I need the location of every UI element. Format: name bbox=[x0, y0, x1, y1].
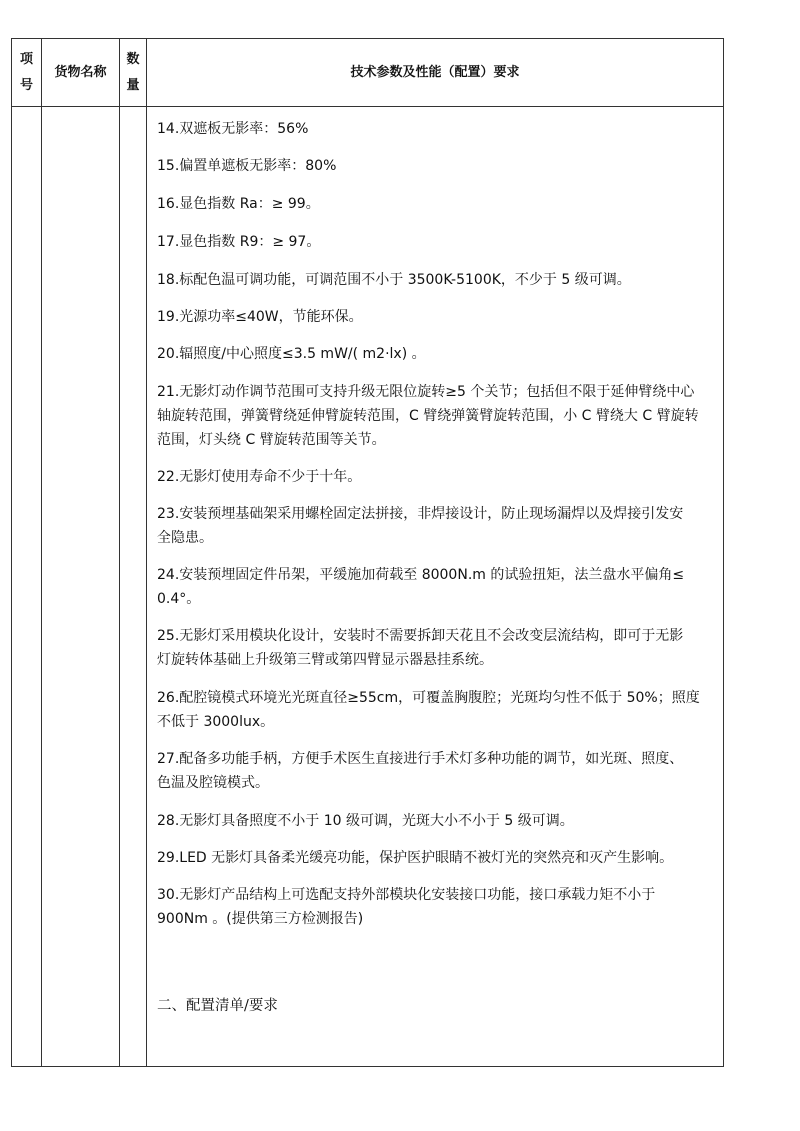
requirement-line: 全隐患。 bbox=[157, 530, 213, 546]
requirement-line: 24.安装预埋固定件吊架，平缓施加荷载至 8000N.m 的试验扭矩，法兰盘水平偏角≤ bbox=[157, 567, 685, 583]
requirement-item bbox=[157, 846, 723, 870]
requirement-line: 14.双遮板无影率：56% bbox=[157, 121, 309, 137]
requirement-item bbox=[157, 192, 723, 216]
header-quantity-label: 数 量 bbox=[126, 51, 140, 93]
requirement-line: 17.显色指数 R9：≥ 97。 bbox=[157, 234, 321, 250]
requirement-item bbox=[157, 380, 723, 452]
requirement-line: 28.无影灯具备照度不小于 10 级可调，光斑大小不小于 5 级可调。 bbox=[157, 813, 574, 829]
requirement-item bbox=[157, 502, 723, 550]
requirement-line: 16.显色指数 Ra：≥ 99。 bbox=[157, 196, 320, 212]
requirement-line: 19.光源功率≤40W，节能环保。 bbox=[157, 309, 363, 325]
header-item-no-label: 项 号 bbox=[19, 51, 33, 93]
requirement-line: 22.无影灯使用寿命不少于十年。 bbox=[157, 469, 362, 485]
requirement-item bbox=[157, 230, 723, 254]
requirement-item bbox=[157, 154, 723, 178]
table-body-row bbox=[12, 107, 724, 1067]
requirement-item bbox=[157, 305, 723, 329]
requirement-line: 20.辐照度/中心照度≤3.5 mW/( m2·lx) 。 bbox=[157, 346, 426, 362]
requirement-item bbox=[157, 268, 723, 292]
header-item-no bbox=[12, 39, 42, 107]
requirement-item bbox=[157, 465, 723, 489]
requirement-item bbox=[157, 563, 723, 611]
cell-item-no bbox=[12, 107, 42, 1067]
requirement-line: 27.配备多功能手柄，方便手术医生直接进行手术灯多种功能的调节，如光斑、照度、 bbox=[157, 751, 684, 767]
requirement-line: 29.LED 无影灯具备柔光缓亮功能，保护医护眼睛不被灯光的突然亮和灭产生影响。 bbox=[157, 850, 674, 866]
section-heading: 二、配置清单/要求 bbox=[157, 998, 278, 1014]
header-goods-name-label: 货物名称 bbox=[54, 64, 107, 80]
cell-requirements bbox=[147, 107, 724, 1067]
requirement-item bbox=[157, 686, 723, 734]
header-goods-name bbox=[42, 39, 120, 107]
requirement-line: 15.偏置单遮板无影率：80% bbox=[157, 158, 337, 174]
header-quantity bbox=[120, 39, 147, 107]
requirement-item bbox=[157, 342, 723, 366]
requirement-line: 灯旋转体基础上升级第三臂或第四臂显示器悬挂系统。 bbox=[157, 652, 493, 668]
requirement-line: 18.标配色温可调功能，可调范围不小于 3500K-5100K，不少于 5 级可调。 bbox=[157, 272, 631, 288]
requirement-item bbox=[157, 883, 723, 931]
requirement-line: 26.配腔镜模式环境光光斑直径≥55cm，可覆盖胸腹腔；光斑均匀性不低于 50%；照度 bbox=[157, 690, 700, 706]
table-header-row bbox=[12, 39, 724, 107]
header-spec bbox=[147, 39, 724, 107]
requirement-item bbox=[157, 117, 723, 141]
requirement-line: 25.无影灯采用模块化设计，安装时不需要拆卸天花且不会改变层流结构，即可于无影 bbox=[157, 628, 684, 644]
requirement-line: 不低于 3000lux。 bbox=[157, 714, 275, 730]
requirement-line: 轴旋转范围，弹簧臂绕延伸臂旋转范围，C 臂绕弹簧臂旋转范围，小 C 臂绕大 C 臂旋转 bbox=[157, 408, 699, 424]
requirement-item bbox=[157, 624, 723, 672]
requirement-line: 色温及腔镜模式。 bbox=[157, 775, 269, 791]
requirement-line: 0.4°。 bbox=[157, 591, 201, 607]
requirement-line: 30.无影灯产品结构上可选配支持外部模块化安装接口功能，接口承载力矩不小于 bbox=[157, 887, 656, 903]
requirements-list bbox=[157, 117, 723, 931]
spec-table bbox=[11, 38, 724, 1067]
requirement-line: 范围，灯头绕 C 臂旋转范围等关节。 bbox=[157, 432, 386, 448]
requirement-line: 23.安装预埋基础架采用螺栓固定法拼接，非焊接设计，防止现场漏焊以及焊接引发安 bbox=[157, 506, 684, 522]
requirement-line: 900Nm 。(提供第三方检测报告) bbox=[157, 911, 364, 927]
requirement-line: 21.无影灯动作调节范围可支持升级无限位旋转≥5 个关节；包括但不限于延伸臂绕中心 bbox=[157, 384, 695, 400]
requirement-item bbox=[157, 809, 723, 833]
header-spec-label: 技术参数及性能（配置）要求 bbox=[350, 64, 520, 80]
cell-quantity bbox=[120, 107, 147, 1067]
requirement-item bbox=[157, 747, 723, 795]
cell-goods-name bbox=[42, 107, 120, 1067]
